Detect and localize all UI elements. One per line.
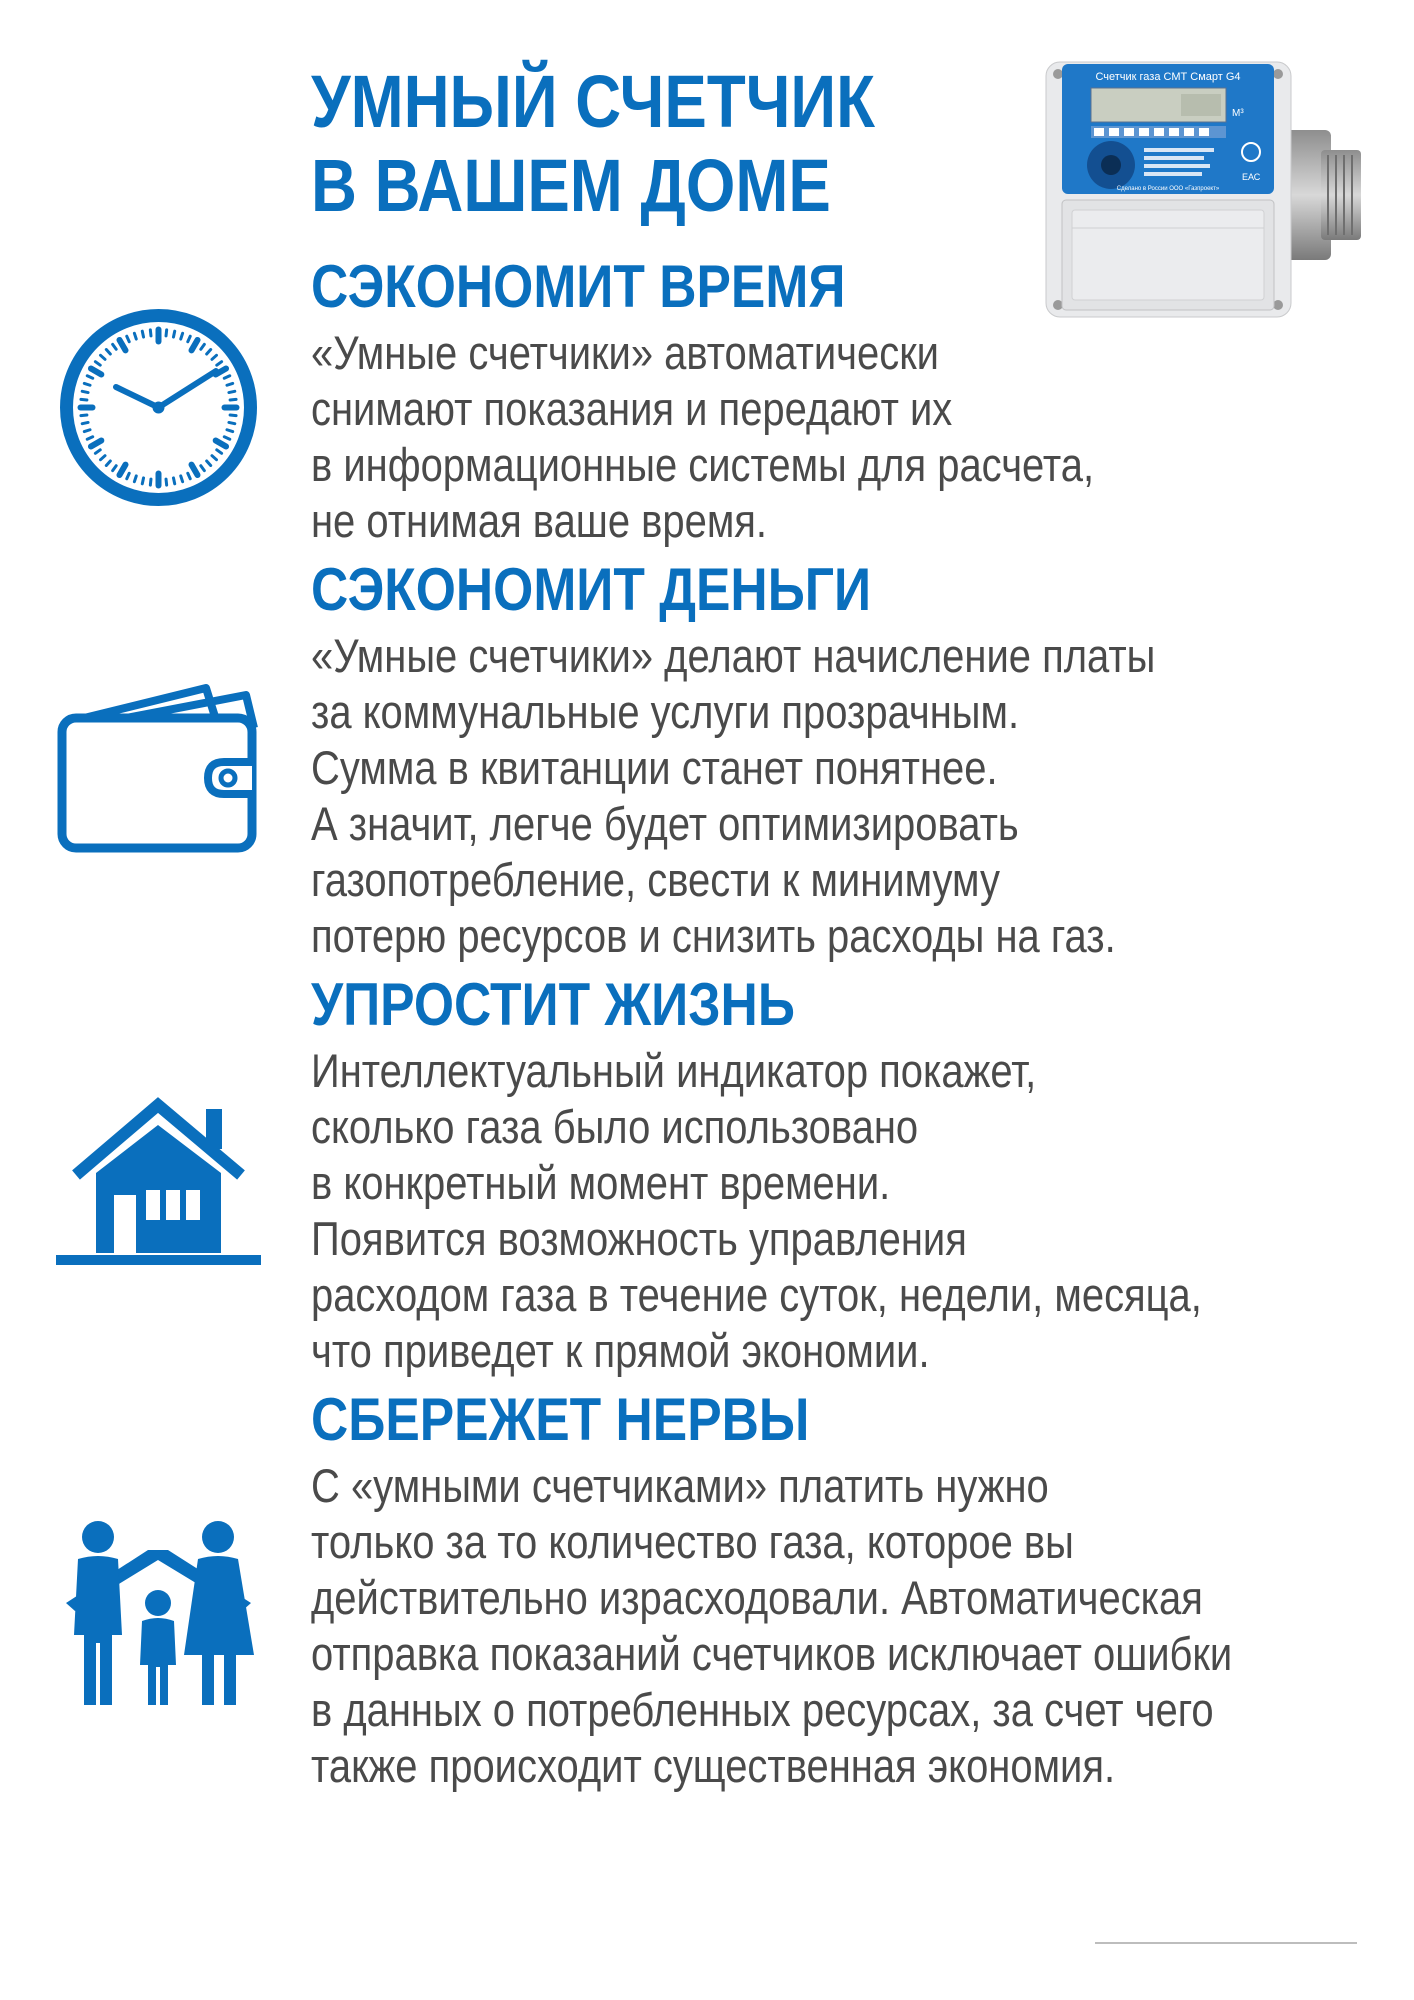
clock-tick	[229, 422, 235, 423]
clock-tick	[212, 456, 216, 460]
clock-tick	[95, 362, 100, 366]
clock-tick	[201, 344, 205, 349]
clock-tick	[120, 465, 126, 475]
clock-tick	[207, 350, 211, 354]
section-heading: УПРОСТИТ ЖИЗНЬ	[311, 971, 795, 1038]
clock-tick	[217, 362, 222, 366]
clock-tick	[142, 478, 143, 484]
clock-tick	[207, 461, 211, 465]
clock-tick	[192, 465, 198, 475]
clock-tick	[173, 331, 174, 337]
clock-tick	[113, 466, 117, 471]
clock-tick	[188, 336, 190, 341]
clock-tick	[201, 466, 205, 471]
clock-tick	[82, 391, 88, 392]
clock-tick	[101, 456, 105, 460]
footer-divider	[1095, 1942, 1357, 1944]
clock-tick	[227, 430, 233, 432]
clock-tick	[224, 437, 229, 439]
section-body: «Умные счетчики» делают начисление платы за коммунальные услуги прозрачным. Сумма в квитанции станет понятнее. А значит, легче будет оптимизировать газопотребление, свести к минимуму потерю ресурсов и снизить расходы на газ.	[311, 629, 1156, 962]
clock-tick	[87, 376, 92, 378]
clock-tick	[217, 450, 222, 454]
clock-tick	[181, 333, 183, 339]
clock-tick	[127, 473, 129, 478]
section-body: «Умные счетчики» автоматически снимают показания и передают их в информационные системы для расчета, не отнимая ваше время.	[311, 326, 1095, 547]
section-body: С «умными счетчиками» платить нужно только за то количество газа, которое вы действительно израсходовали. Автоматическая отправка показаний счетчиков исключает ошибки в данных о потребленных ресурсах, за счет чего также происходит существенная экономия.	[311, 1459, 1233, 1792]
clock-icon	[56, 305, 261, 510]
title-line-2: В ВАШЕМ ДОМЕ	[311, 144, 831, 227]
meter-maker: Сделано в России ООО «Газпроект»	[1116, 186, 1220, 192]
clock-tick	[216, 441, 226, 447]
clock-tick	[113, 344, 117, 349]
clock-tick	[230, 399, 236, 400]
clock-tick	[166, 479, 167, 485]
section-heading: СЭКОНОМИТ ДЕНЬГИ	[311, 556, 872, 623]
clock-tick	[106, 350, 110, 354]
clock-tick	[95, 450, 100, 454]
section-heading: СБЕРЕЖЕТ НЕРВЫ	[311, 1386, 810, 1453]
clock-tick	[81, 399, 87, 400]
clock-tick	[87, 437, 92, 439]
clock-tick	[134, 333, 136, 339]
clock-tick	[134, 476, 136, 482]
clock-tick	[192, 340, 198, 350]
section-body: Интеллектуальный индикатор покажет, сколько газа было использовано в конкретный момент времени. Появится возможность управления расходом газа в течение суток, недели, месяца, что приведет к прямой экономии.	[311, 1044, 1202, 1377]
clock-tick	[142, 331, 143, 337]
clock-tick	[106, 461, 110, 465]
clock-tick	[84, 430, 90, 432]
clock-tick	[229, 391, 235, 392]
clock-tick	[224, 376, 229, 378]
clock-tick	[230, 415, 236, 416]
clock-tick	[101, 355, 105, 359]
section-save-time	[311, 253, 1232, 549]
clock-tick	[91, 441, 101, 447]
section-heading: СЭКОНОМИТ ВРЕМЯ	[311, 253, 846, 320]
clock-tick	[181, 476, 183, 482]
clock-tick	[84, 383, 90, 385]
clock-tick	[82, 422, 88, 423]
svg-text:ЕАС: ЕАС	[1242, 172, 1261, 182]
house-icon	[56, 1095, 261, 1270]
wallet-icon	[56, 680, 261, 860]
section-save-money	[311, 556, 1304, 964]
meter-label: Счетчик газа СМТ Смарт G4	[1095, 71, 1241, 83]
meter-unit: М³	[1232, 108, 1244, 119]
page-title	[311, 60, 875, 228]
clock-tick	[150, 479, 151, 485]
clock-tick	[227, 383, 233, 385]
clock-tick	[91, 369, 101, 375]
section-save-nerves	[311, 1386, 1395, 1794]
section-simplify-life	[311, 971, 1359, 1379]
clock-tick	[81, 415, 87, 416]
clock-tick	[120, 340, 126, 350]
clock-tick	[127, 336, 129, 341]
clock-tick	[212, 355, 216, 359]
title-line-1: УМНЫЙ СЧЕТЧИК	[311, 60, 875, 143]
clock-tick	[150, 330, 151, 336]
clock-tick	[173, 478, 174, 484]
family-icon	[56, 1515, 261, 1710]
clock-tick	[166, 330, 167, 336]
clock-tick	[188, 473, 190, 478]
